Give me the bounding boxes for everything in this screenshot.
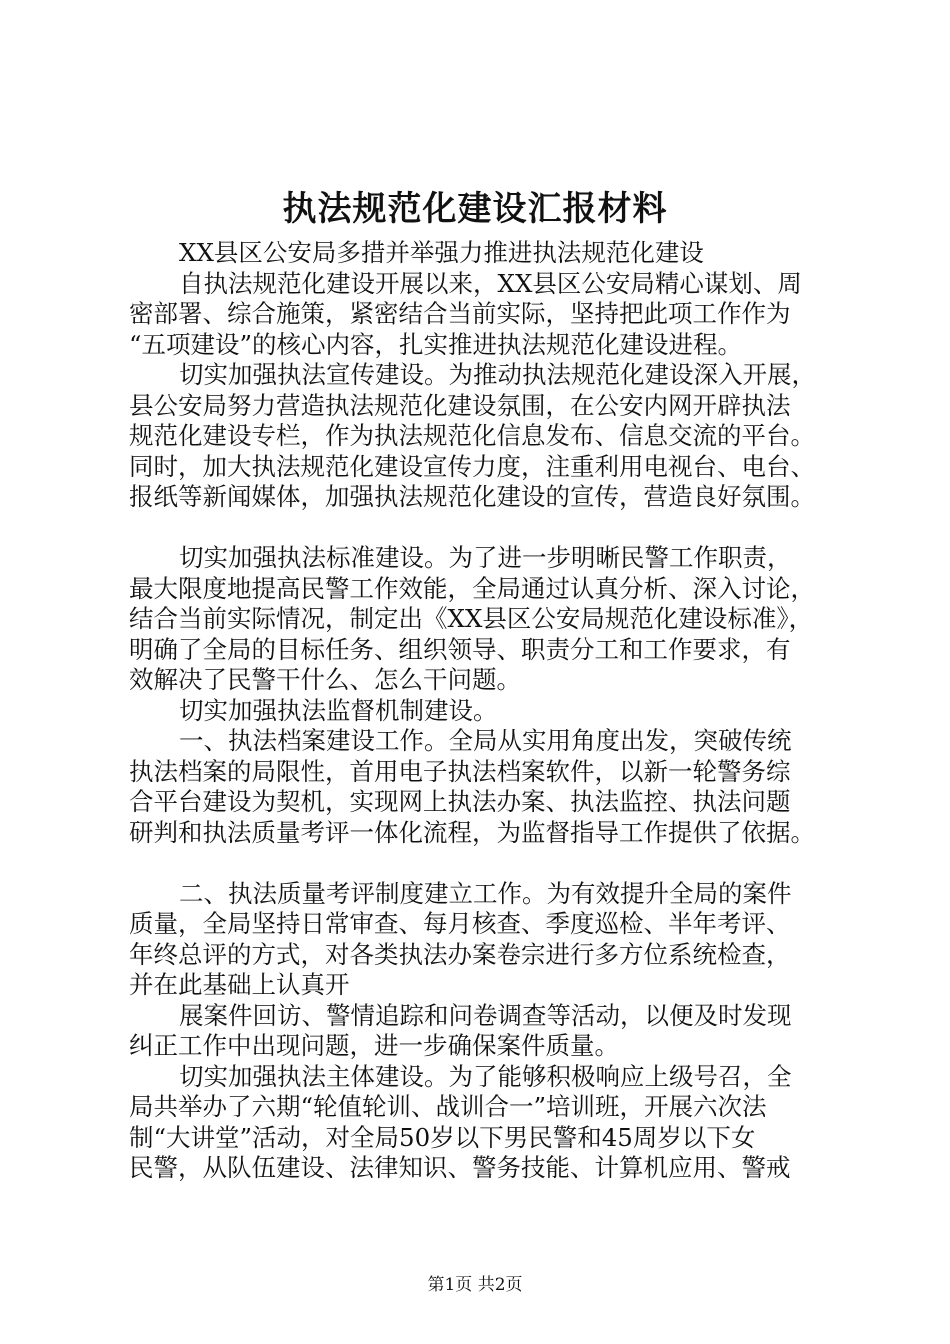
paragraph-line: 规范化建设专栏，作为执法规范化信息发布、信息交流的平台。 [129,421,815,450]
paragraph-line: 局共举办了六期“轮值轮训、战训合一”培训班，开展六次法 [129,1092,767,1121]
paragraph-line: 二、执法质量考评制度建立工作。为有效提升全局的案件 [179,878,792,908]
paragraph-line: 展案件回访、警情追踪和问卷调查等活动，以便及时发现 [179,1000,792,1030]
paragraph-gap [129,513,849,544]
paragraph-line: 制“大讲堂”活动，对全局50岁以下男民警和45周岁以下女 [129,1122,756,1152]
document-title: 执法规范化建设汇报材料 [282,189,668,229]
paragraph-line: 自执法规范化建设开展以来，XX县区公安局精心谋划、周 [179,268,802,298]
paragraph-line: 效解决了民警干什么、怎么干问题。 [129,665,521,694]
paragraph-line: 切实加强执法主体建设。为了能够积极响应上级号召，全 [179,1061,792,1091]
paragraph-line: 民警，从队伍建设、法律知识、警务技能、计算机应用、警戒 [129,1153,791,1182]
paragraph-line: 合平台建设为契机，实现网上执法办案、执法监控、执法问题 [129,787,791,816]
paragraph-line: 县公安局努力营造执法规范化建设氛围，在公安内网开辟执法 [129,390,791,420]
paragraph-line: 质量，全局坚持日常审查、每月核查、季度巡检、半年考评、 [129,909,791,938]
paragraph-line: 同时，加大执法规范化建设宣传力度，注重利用电视台、电台、 [129,451,815,481]
paragraph-line: 报纸等新闻媒体，加强执法规范化建设的宣传，营造良好氛围。 [129,482,815,511]
paragraph-line: 研判和执法质量考评一体化流程，为监督指导工作提供了依据。 [129,817,815,847]
paragraph-line: 切实加强执法标准建设。为了进一步明晰民警工作职责， [179,543,792,572]
paragraph-line: 切实加强执法宣传建设。为推动执法规范化建设深入开展， [179,360,816,389]
paragraph-line: 明确了全局的目标任务、组织领导、职责分工和工作要求，有 [129,634,791,664]
subtitle-line: XX县区公安局多措并举强力推进执法规范化建设 [179,238,704,267]
paragraph-line: 一、执法档案建设工作。全局从实用角度出发，突破传统 [179,726,792,755]
paragraph-line: 最大限度地提高民警工作效能，全局通过认真分析、深入讨论， [129,573,815,603]
paragraph-gap [129,848,849,879]
paragraph-line: “五项建设”的核心内容，扎实推进执法规范化建设进程。 [129,329,743,359]
document-body [129,238,849,1184]
paragraph-line: 切实加强执法监督机制建设。 [179,695,498,725]
paragraph-line: 执法档案的局限性，首用电子执法档案软件，以新一轮警务综 [129,756,791,786]
paragraph-line: 年终总评的方式，对各类执法办案卷宗进行多方位系统检查， [129,939,791,969]
paragraph-line: 纠正工作中出现问题，进一步确保案件质量。 [129,1031,619,1060]
paragraph-line: 并在此基础上认真开 [129,970,350,999]
paragraph-line: 结合当前实际情况，制定出《XX县区公安局规范化建设标准》， [129,604,814,633]
paragraph-line: 密部署、综合施策，紧密结合当前实际，坚持把此项工作作为 [129,299,791,328]
page-number-footer: 第1页 共2页 [427,1275,523,1295]
